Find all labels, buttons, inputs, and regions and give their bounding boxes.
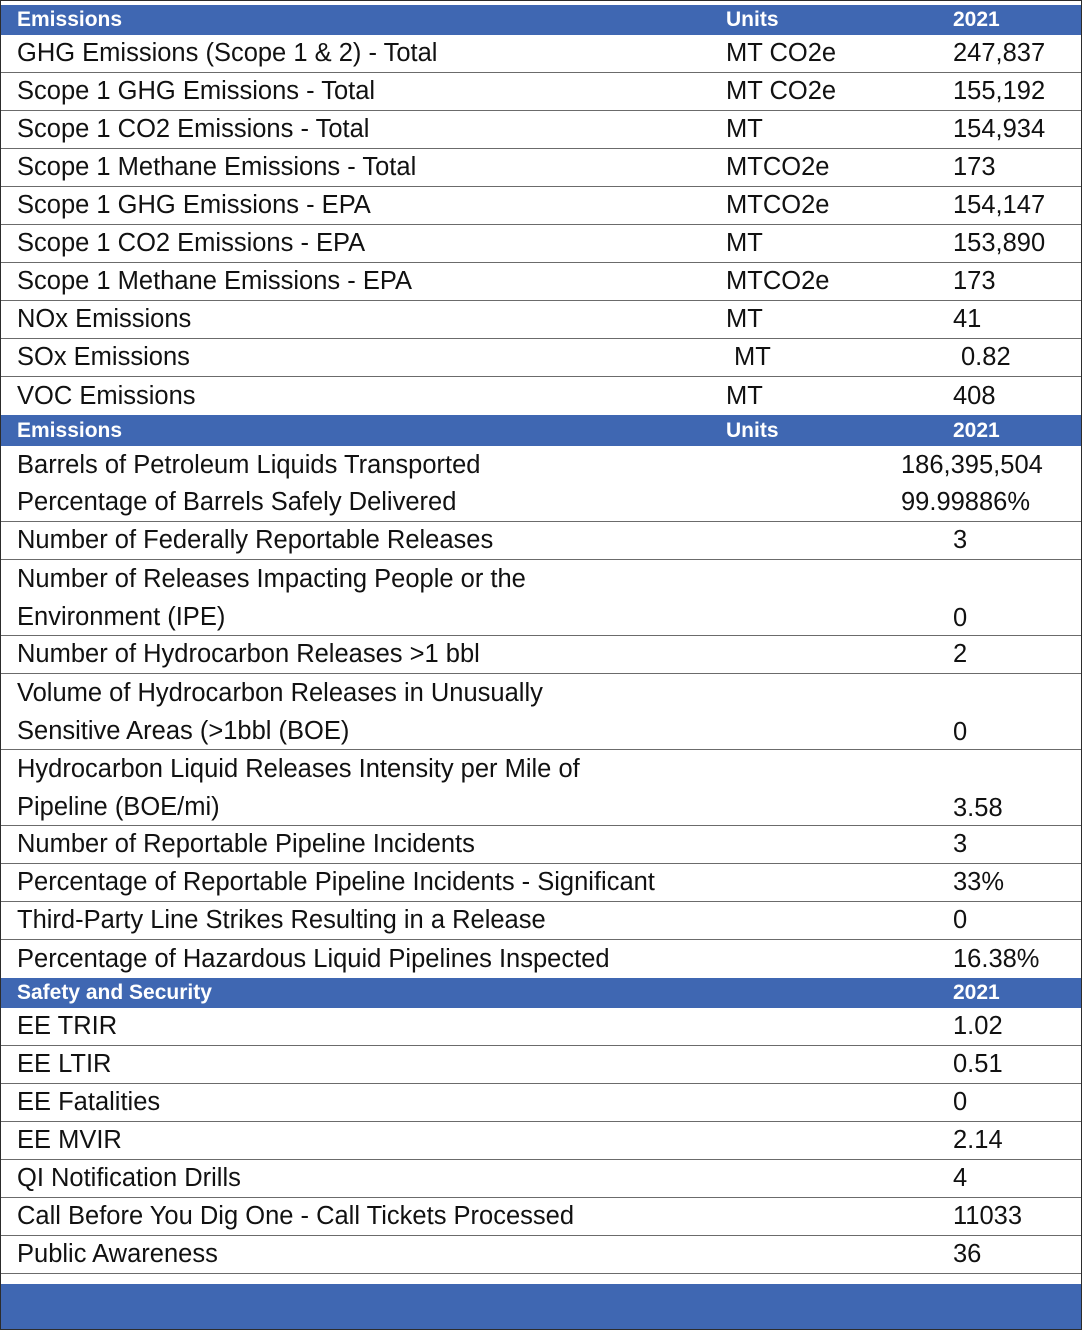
row-value: 155,192: [953, 77, 1046, 105]
row-label: Hydrocarbon Liquid Releases Intensity per Mile of Pipeline (BOE/mi): [17, 755, 580, 821]
row-value: 173: [953, 267, 996, 295]
row-label: Volume of Hydrocarbon Releases in Unusually Sensitive Areas (>1bbl (BOE): [17, 679, 543, 745]
section-header-emissions-2: [1, 415, 1081, 446]
row-unit: MT: [726, 305, 763, 333]
row-value: 153,890: [953, 229, 1046, 257]
table-row: [1, 1008, 1081, 1046]
table-row: [1, 35, 1081, 73]
row-value: 1.02: [953, 1012, 1003, 1040]
row-value: 16.38%: [953, 944, 1040, 973]
row-value: 33%: [953, 868, 1005, 896]
row-unit: MT CO2e: [726, 39, 837, 67]
table-row: [1, 339, 1081, 377]
row-label: Percentage of Barrels Safely Delivered: [17, 488, 457, 516]
row-label: EE LTIR: [17, 1050, 112, 1078]
table-row: [1, 111, 1081, 149]
row-unit: MT: [726, 115, 763, 143]
row-label: Number of Hydrocarbon Releases >1 bbl: [17, 640, 480, 668]
row-value: 0: [953, 1088, 968, 1116]
row-value: 41: [953, 305, 982, 333]
row-label: Scope 1 GHG Emissions - EPA: [17, 191, 371, 219]
row-unit: MTCO2e: [726, 267, 830, 295]
table-row: [1, 187, 1081, 225]
row-label: EE TRIR: [17, 1012, 118, 1040]
table-row: [1, 446, 1081, 484]
row-value: 99.99886%: [901, 488, 1031, 516]
row-value: 154,147: [953, 191, 1046, 219]
table-row: [1, 484, 1081, 522]
section-header-emissions: [1, 5, 1081, 35]
row-label: EE MVIR: [17, 1126, 122, 1154]
row-label: VOC Emissions: [17, 381, 196, 410]
row-label: EE Fatalities: [17, 1088, 161, 1116]
row-value: 0.82: [961, 343, 1011, 371]
row-value: 2.14: [953, 1126, 1003, 1154]
table-row: [1, 149, 1081, 187]
row-label: Scope 1 GHG Emissions - Total: [17, 77, 376, 105]
row-label: Percentage of Reportable Pipeline Incidents - Significant: [17, 868, 655, 896]
header-year: 2021: [953, 418, 1000, 442]
row-value: 408: [953, 381, 996, 410]
row-label: Call Before You Dig One - Call Tickets Processed: [17, 1202, 575, 1230]
row-value: 0: [953, 906, 968, 934]
row-unit: MT CO2e: [726, 77, 837, 105]
row-label: Barrels of Petroleum Liquids Transported: [17, 450, 481, 479]
header-units: Units: [726, 8, 779, 31]
table-row: [1, 1084, 1081, 1122]
table-row: [1, 1160, 1081, 1198]
row-value: 3: [953, 526, 968, 554]
footer-band: [1, 1284, 1081, 1329]
header-label: Safety and Security: [17, 981, 212, 1004]
row-label: SOx Emissions: [17, 343, 190, 371]
table-row: [1, 940, 1081, 978]
header-year: 2021: [953, 981, 1000, 1004]
row-unit: MT: [734, 343, 771, 371]
header-label: Emissions: [17, 8, 123, 31]
row-label: Percentage of Hazardous Liquid Pipelines Inspected: [17, 944, 610, 973]
row-label: NOx Emissions: [17, 305, 192, 333]
row-label: Number of Reportable Pipeline Incidents: [17, 830, 475, 858]
table-row: [1, 902, 1081, 940]
table-row: [1, 674, 1081, 750]
table-row: [1, 1122, 1081, 1160]
row-label: Public Awareness: [17, 1240, 218, 1268]
row-value: 0: [953, 604, 968, 632]
row-unit: MTCO2e: [726, 191, 830, 219]
row-label: Scope 1 CO2 Emissions - Total: [17, 115, 370, 143]
row-label: Third-Party Line Strikes Resulting in a Release: [17, 906, 546, 934]
table-row: [1, 301, 1081, 339]
table-row: [1, 1046, 1081, 1084]
header-units: Units: [726, 418, 779, 442]
row-label: GHG Emissions (Scope 1 & 2) - Total: [17, 39, 438, 67]
row-value: 4: [953, 1164, 968, 1192]
row-value: 186,395,504: [901, 450, 1043, 479]
row-unit: MT: [726, 381, 763, 410]
row-value: 3.58: [953, 794, 1003, 822]
row-label: Number of Releases Impacting People or the Environment (IPE): [17, 565, 526, 631]
row-value: 173: [953, 153, 996, 181]
table-row: [1, 1236, 1081, 1274]
row-value: 0: [953, 718, 968, 746]
row-value: 247,837: [953, 39, 1046, 67]
table-row: [1, 560, 1081, 636]
table-row: [1, 263, 1081, 301]
row-value: 2: [953, 640, 968, 668]
row-label: QI Notification Drills: [17, 1164, 241, 1192]
row-value: 3: [953, 830, 968, 858]
row-label: Scope 1 Methane Emissions - EPA: [17, 267, 412, 295]
row-label: Scope 1 Methane Emissions - Total: [17, 153, 417, 181]
row-value: 36: [953, 1240, 982, 1268]
table-row: [1, 225, 1081, 263]
header-label: Emissions: [17, 418, 123, 442]
header-year: 2021: [953, 8, 1000, 31]
row-unit: MT: [726, 229, 763, 257]
table-row: [1, 377, 1081, 415]
row-unit: MTCO2e: [726, 153, 830, 181]
table-row: [1, 750, 1081, 826]
row-label: Scope 1 CO2 Emissions - EPA: [17, 229, 366, 257]
table-row: [1, 1198, 1081, 1236]
table-row: [1, 636, 1081, 674]
table-row: [1, 73, 1081, 111]
section-header-safety: [1, 978, 1081, 1008]
table-row: [1, 864, 1081, 902]
table-row: [1, 826, 1081, 864]
table-row: [1, 522, 1081, 560]
row-label: Number of Federally Reportable Releases: [17, 526, 494, 554]
row-value: 0.51: [953, 1050, 1003, 1078]
row-value: 11033: [953, 1202, 1023, 1230]
row-value: 154,934: [953, 115, 1046, 143]
